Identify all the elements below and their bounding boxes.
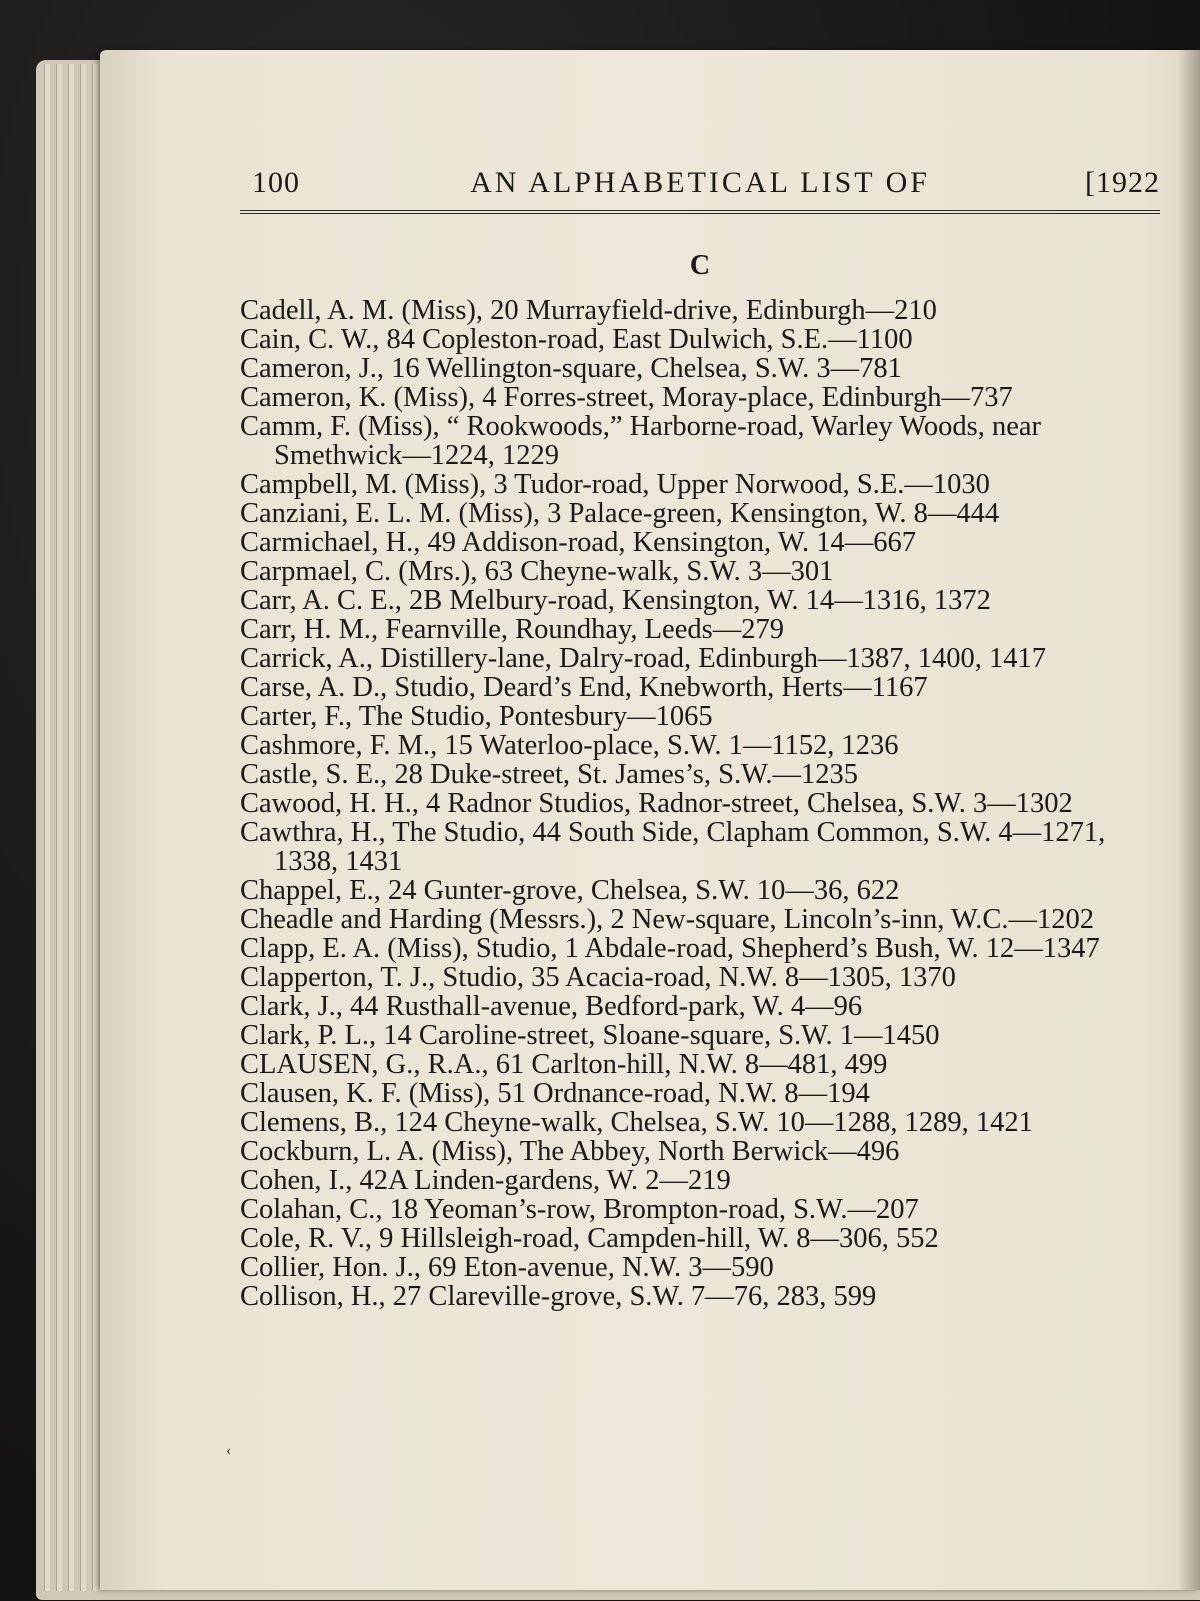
- list-item: Cashmore, F. M., 15 Waterloo-place, S.W. 1—1152, 1236: [240, 730, 899, 761]
- section-letter: C: [689, 250, 711, 281]
- running-title: AN ALPHABETICAL LIST OF: [470, 166, 930, 199]
- list-item: Camm, F. (Miss), “ Rookwoods,” Harborne-road, Warley Woods, near Smethwick—1224, 1229: [240, 411, 1042, 471]
- list-item: Carr, A. C. E., 2B Melbury-road, Kensington, W. 14—1316, 1372: [240, 585, 991, 616]
- list-item: Clark, J., 44 Rusthall-avenue, Bedford-park, W. 4—96: [240, 991, 863, 1022]
- list-item: Carr, H. M., Fearnville, Roundhay, Leeds—279: [240, 614, 784, 645]
- running-head: [240, 160, 1160, 200]
- list-item: Cole, R. V., 9 Hillsleigh-road, Campden-hill, W. 8—306, 552: [240, 1223, 939, 1254]
- list-item: Canziani, E. L. M. (Miss), 3 Palace-green, Kensington, W. 8—444: [240, 498, 1000, 529]
- list-item: Campbell, M. (Miss), 3 Tudor-road, Upper Norwood, S.E.—1030: [240, 469, 990, 500]
- list-item: Carpmael, C. (Mrs.), 63 Cheyne-walk, S.W. 3—301: [240, 556, 834, 587]
- list-item: Chappel, E., 24 Gunter-grove, Chelsea, S.W. 10—36, 622: [240, 875, 900, 906]
- page-edge: [68, 64, 74, 1591]
- printer-mark: ‹: [226, 1442, 232, 1459]
- entry-list: [240, 296, 1160, 1311]
- page-gutter-shadow: [1178, 50, 1200, 1590]
- page-content: [240, 160, 1160, 1311]
- list-item: Clemens, B., 124 Cheyne-walk, Chelsea, S.W. 10—1288, 1289, 1421: [240, 1107, 1033, 1138]
- year-mark: [1922: [1085, 166, 1160, 199]
- list-item: Collier, Hon. J., 69 Eton-avenue, N.W. 3—590: [240, 1252, 774, 1283]
- list-item: Clapp, E. A. (Miss), Studio, 1 Abdale-road, Shepherd’s Bush, W. 12—1347: [240, 933, 1100, 964]
- list-item: CLAUSEN, G., R.A., 61 Carlton-hill, N.W. 8—481, 499: [240, 1049, 888, 1080]
- page-number: 100: [252, 166, 300, 199]
- list-item: Cameron, K. (Miss), 4 Forres-street, Moray-place, Edinburgh—737: [240, 382, 1013, 413]
- list-item: Cadell, A. M. (Miss), 20 Murrayfield-drive, Edinburgh—210: [240, 295, 937, 326]
- page-edge: [80, 64, 86, 1591]
- list-item: Carmichael, H., 49 Addison-road, Kensington, W. 14—667: [240, 527, 917, 558]
- page-edge: [92, 64, 98, 1591]
- list-item: Colahan, C., 18 Yeoman’s-row, Brompton-road, S.W.—207: [240, 1194, 919, 1225]
- list-item: Cohen, I., 42A Linden-gardens, W. 2—219: [240, 1165, 731, 1196]
- list-item: Collison, H., 27 Clareville-grove, S.W. 7—76, 283, 599: [240, 1281, 877, 1312]
- list-item: Clark, P. L., 14 Caroline-street, Sloane-square, S.W. 1—1450: [240, 1020, 940, 1051]
- list-item: Carse, A. D., Studio, Deard’s End, Knebworth, Herts—1167: [240, 672, 928, 703]
- list-item: Cawthra, H., The Studio, 44 South Side, Clapham Common, S.W. 4—1271, 1338, 1431: [240, 817, 1106, 877]
- list-item: Cockburn, L. A. (Miss), The Abbey, North Berwick—496: [240, 1136, 900, 1167]
- list-item: Cheadle and Harding (Messrs.), 2 New-square, Lincoln’s-inn, W.C.—1202: [240, 904, 1095, 935]
- list-item: Castle, S. E., 28 Duke-street, St. James’s, S.W.—1235: [240, 759, 858, 790]
- list-item: Carter, F., The Studio, Pontesbury—1065: [240, 701, 713, 732]
- list-item: Clausen, K. F. (Miss), 51 Ordnance-road, N.W. 8—194: [240, 1078, 870, 1109]
- page-edge: [56, 64, 62, 1591]
- list-item: Carrick, A., Distillery-lane, Dalry-road, Edinburgh—1387, 1400, 1417: [240, 643, 1047, 674]
- list-item: Cain, C. W., 84 Copleston-road, East Dulwich, S.E.—1100: [240, 324, 913, 355]
- list-item: Clapperton, T. J., Studio, 35 Acacia-road, N.W. 8—1305, 1370: [240, 962, 956, 993]
- list-item: Cawood, H. H., 4 Radnor Studios, Radnor-street, Chelsea, S.W. 3—1302: [240, 788, 1073, 819]
- header-rule: [240, 210, 1160, 214]
- page-edge: [44, 64, 50, 1591]
- list-item: Cameron, J., 16 Wellington-square, Chelsea, S.W. 3—781: [240, 353, 902, 384]
